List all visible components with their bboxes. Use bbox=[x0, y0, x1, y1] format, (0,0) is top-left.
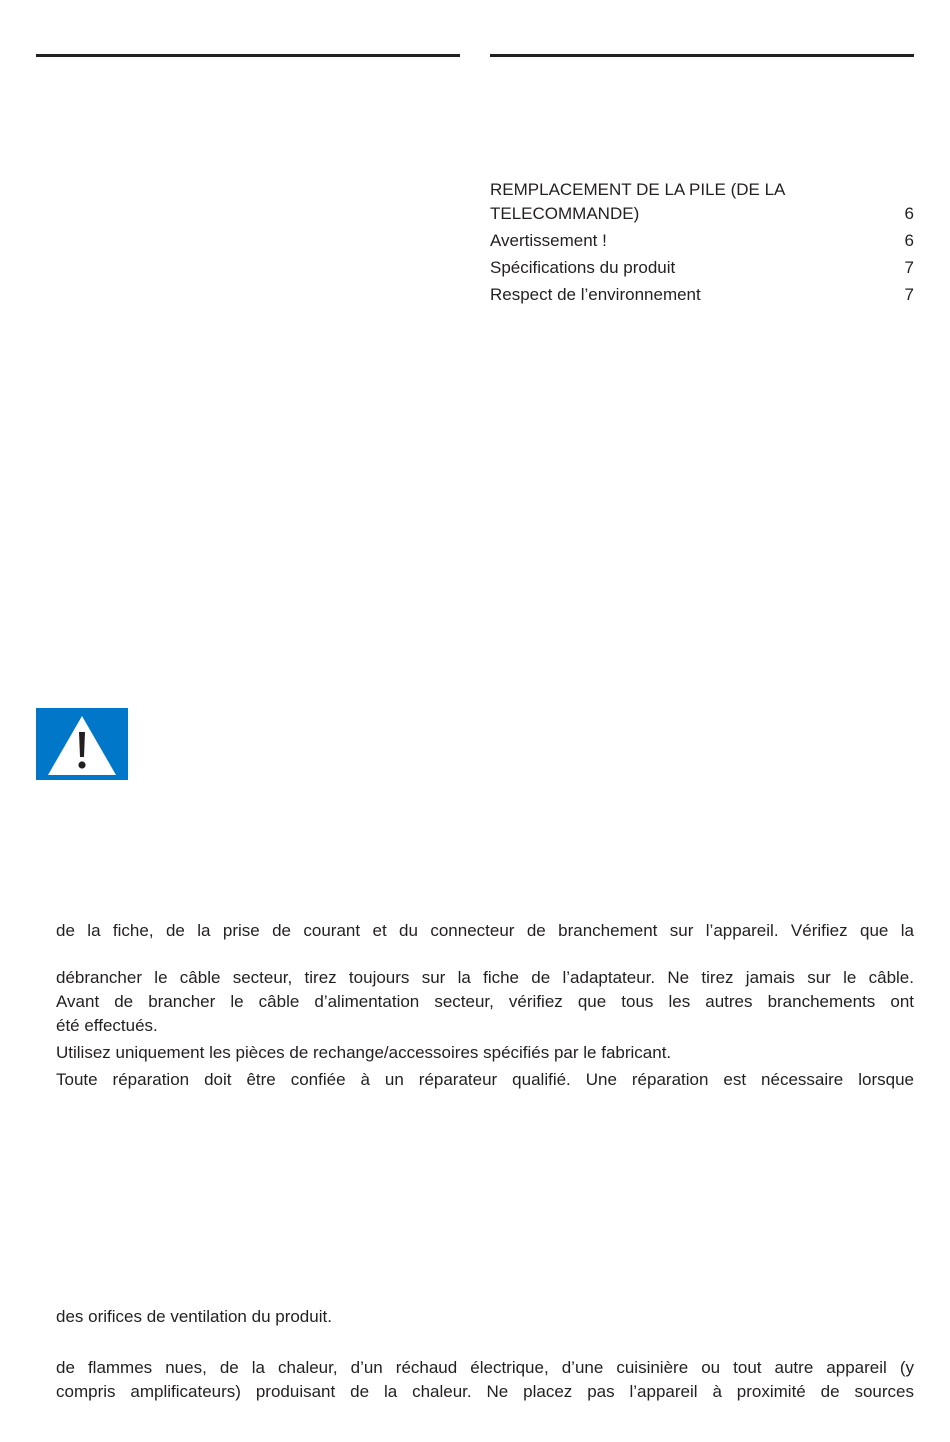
body-paragraph: des orifices de ventilation du produit. bbox=[56, 1307, 332, 1326]
body-paragraph-line: Avant de brancher le câble d’alimentation secteur, vérifiez que tous les autres branchements ont bbox=[56, 992, 914, 1011]
toc-item-label: Spécifications du produit bbox=[490, 258, 676, 277]
toc-item-label: Avertissement ! bbox=[490, 231, 607, 250]
body-paragraph-line: débrancher le câble secteur, tirez toujours sur la fiche de l’adaptateur. Ne tirez jamais sur le câble. bbox=[56, 968, 914, 987]
toc-item[interactable] bbox=[490, 229, 914, 253]
toc-item-label: REMPLACEMENT DE LA PILE (DE LA TELECOMMANDE) bbox=[490, 180, 785, 223]
body-paragraph: Utilisez uniquement les pièces de rechange/accessoires spécifiés par le fabricant. bbox=[56, 1043, 672, 1062]
toc-item-page: 6 bbox=[904, 204, 914, 223]
body-paragraph-line: de flammes nues, de la chaleur, d’un réchaud électrique, d’une cuisinière ou tout autre appareil (y bbox=[56, 1358, 914, 1377]
body-paragraph-line: compris amplificateurs) produisant de la chaleur. Ne placez pas l’appareil à proximité de sources bbox=[56, 1382, 914, 1401]
toc-item[interactable] bbox=[490, 283, 914, 307]
toc-item-page: 7 bbox=[904, 258, 914, 277]
toc-item[interactable] bbox=[490, 178, 914, 226]
toc-item-page: 6 bbox=[904, 231, 914, 250]
warning-triangle-icon bbox=[36, 708, 128, 780]
body-paragraph: de la fiche, de la prise de courant et du connecteur de branchement sur l’appareil. Vérifiez que la bbox=[56, 921, 914, 940]
body-paragraph-line: été effectués. bbox=[56, 1016, 158, 1035]
table-of-contents bbox=[490, 178, 914, 310]
top-rule-left bbox=[36, 54, 460, 57]
toc-item-label: Respect de l’environnement bbox=[490, 285, 701, 304]
body-paragraph: Toute réparation doit être confiée à un réparateur qualifié. Une réparation est nécessaire lorsque bbox=[56, 1070, 914, 1089]
toc-item-page: 7 bbox=[904, 285, 914, 304]
toc-item[interactable] bbox=[490, 256, 914, 280]
top-rule-right bbox=[490, 54, 914, 57]
